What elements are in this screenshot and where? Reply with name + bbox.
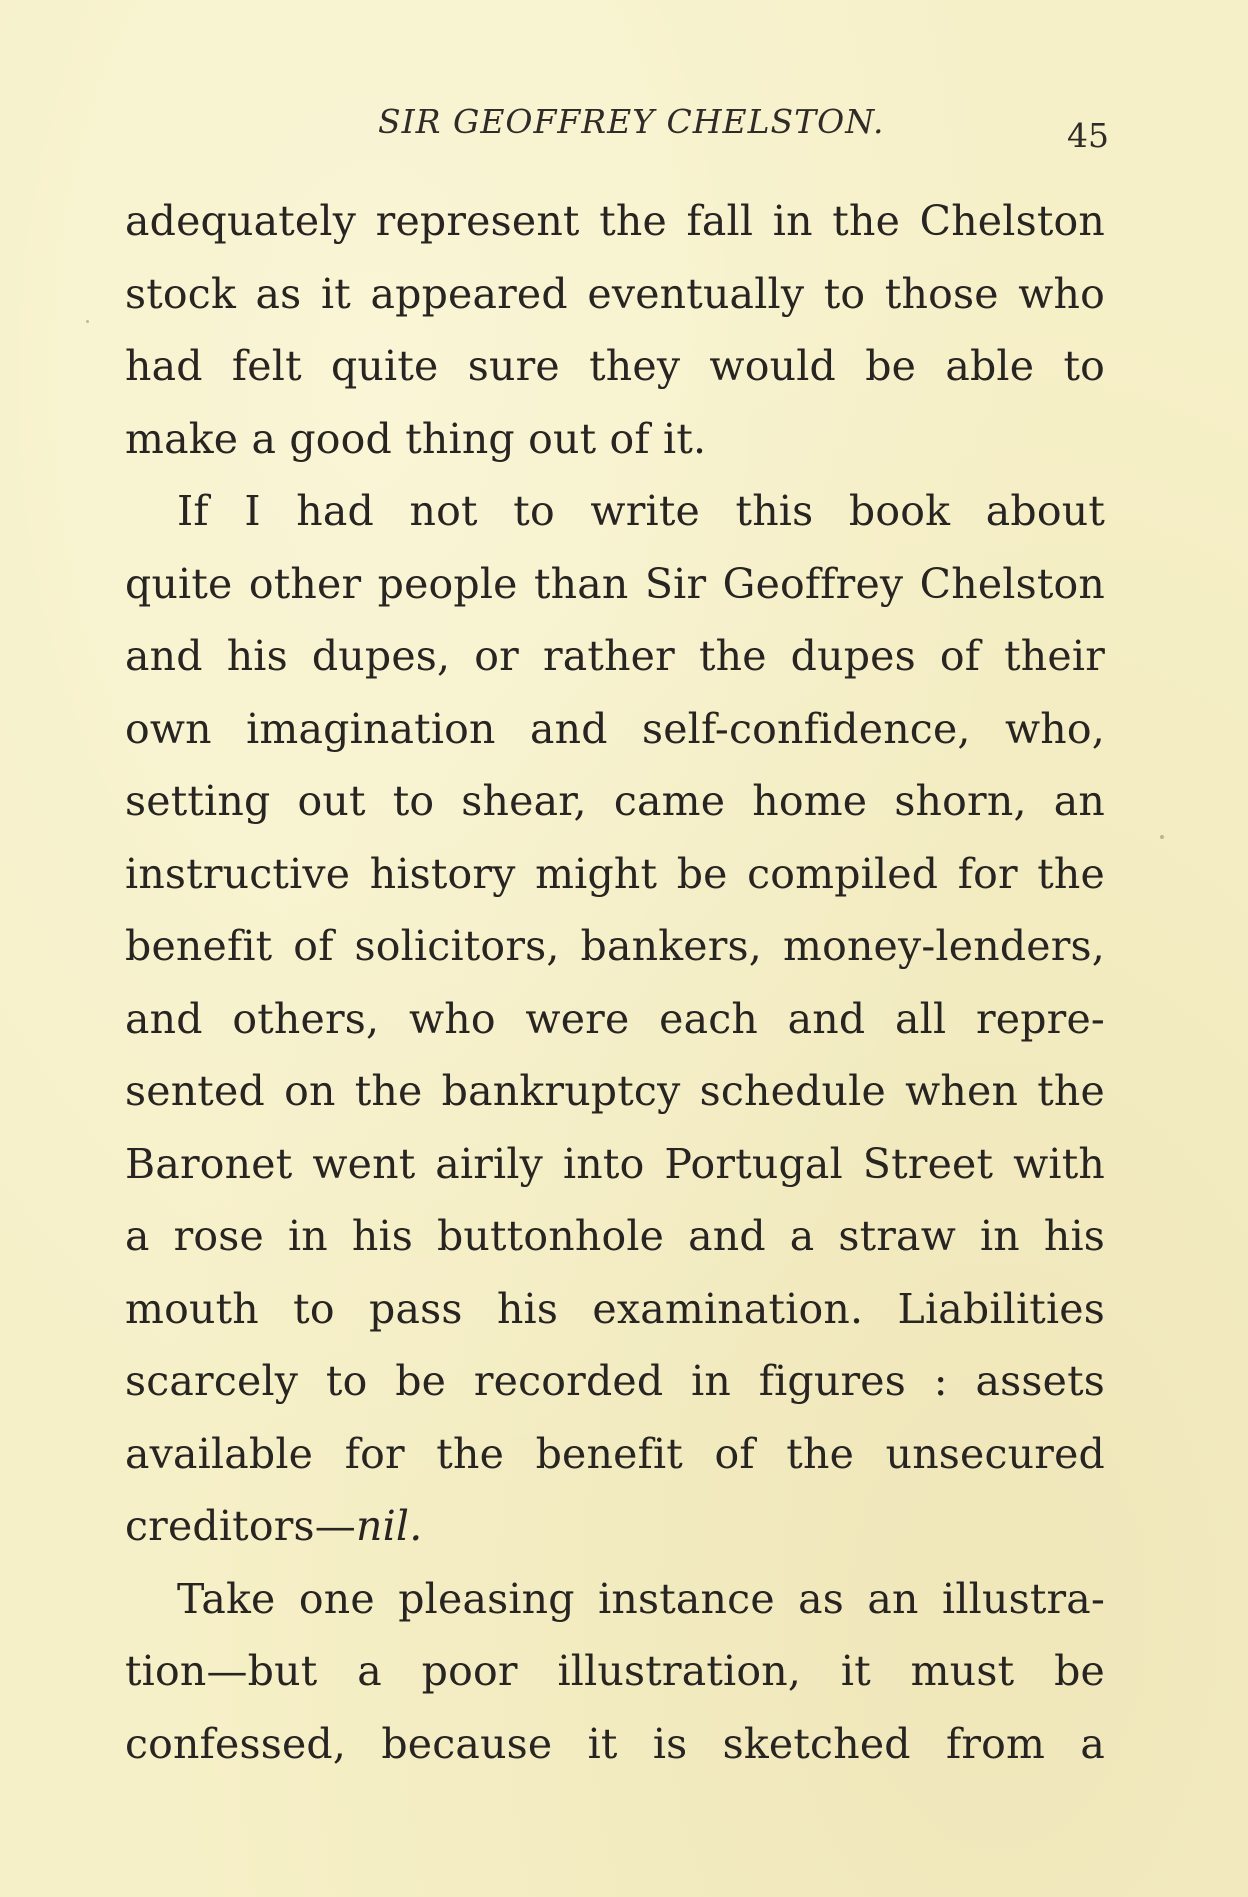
text-line: benefit of solicitors, bankers, money-lenders, [125, 922, 1105, 970]
text-line: instructive history might be compiled for the [125, 849, 1105, 898]
body-text [125, 185, 1105, 1780]
text-line: own imagination and self-confidence, who, [125, 704, 1105, 753]
text-line: tion—but a poor illustration, it must be [125, 1647, 1105, 1695]
text-line: setting out to shear, came home shorn, an [125, 777, 1105, 825]
text-line: mouth to pass his examination. Liabilities [125, 1284, 1105, 1333]
text-line: make a good thing out of it. [125, 414, 707, 463]
text-line: If I had not to write this book about [177, 487, 1105, 535]
text-line [125, 1490, 1105, 1563]
running-head: SIR GEOFFREY CHELSTON. [378, 102, 885, 141]
text-line: had felt quite sure they would be able to [125, 342, 1105, 390]
text-line: stock as it appeared eventually to those who [125, 269, 1105, 318]
text-line: confessed, because it is sketched from a [125, 1719, 1105, 1768]
text-line: a rose in his buttonhole and a straw in his [125, 1212, 1105, 1260]
page-number: 45 [1067, 116, 1109, 155]
text-span: creditors— [125, 1502, 356, 1550]
text-line: and others, who were each and all repre- [125, 994, 1105, 1043]
text-line: available for the benefit of the unsecured [125, 1429, 1105, 1478]
paper-speck [1160, 835, 1164, 839]
text-line: scarcely to be recorded in figures : assets [125, 1357, 1105, 1405]
text-line: sented on the bankruptcy schedule when the [125, 1067, 1105, 1115]
paper-speck [86, 320, 89, 323]
text-line: and his dupes, or rather the dupes of their [125, 632, 1105, 680]
italic-word: nil. [355, 1502, 423, 1550]
text-line: quite other people than Sir Geoffrey Chelston [125, 559, 1105, 608]
text-line: Take one pleasing instance as an illustra- [177, 1574, 1105, 1623]
text-line: adequately represent the fall in the Chelston [125, 197, 1105, 245]
text-line: Baronet went airily into Portugal Street with [125, 1139, 1105, 1188]
